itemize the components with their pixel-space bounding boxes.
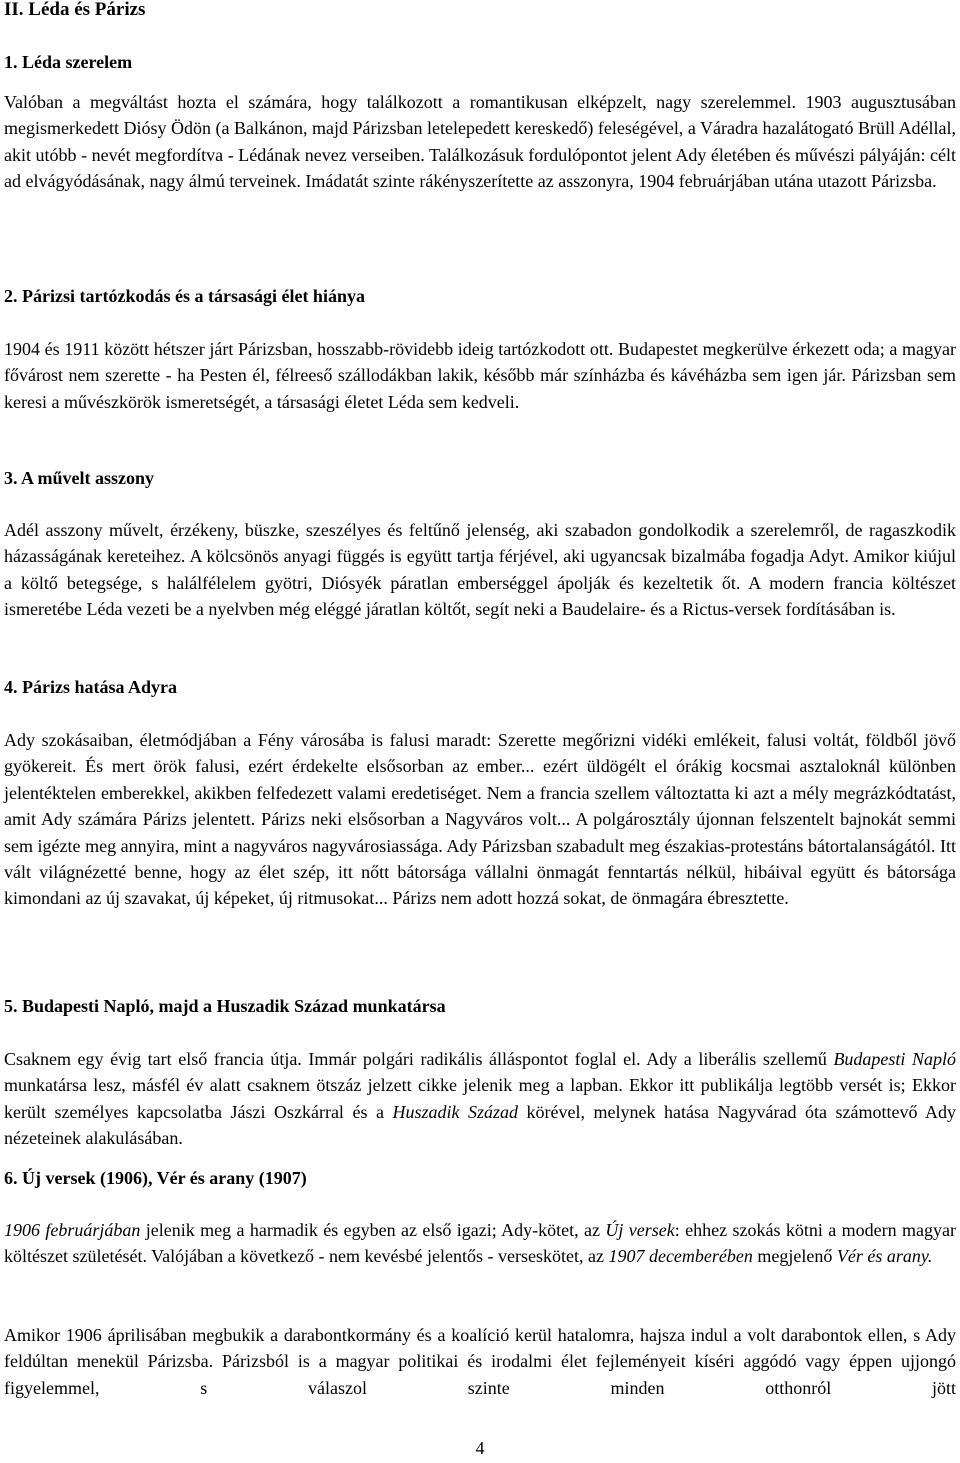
text-run: : ehhez szokás kötni a modern magyar költészet születését. Valójában a következő - nem kevésbé jelentős - verseskötet, az <box>4 1220 956 1267</box>
italic-run: Új versek <box>605 1220 675 1240</box>
section-heading-2: 2. Párizsi tartózkodás és a társasági élet hiánya <box>4 286 365 306</box>
italic-run: 1907 decemberében <box>608 1246 753 1267</box>
text-run: 1904 és 1911 között hétszer járt Párizsban, hosszabb-rövidebb ideig tartózkodott ott. Budapestet megkerülve érkezett oda; a magyar fővárost nem szerette - ha Pesten él, félreeső szállodákban lakik, később már színházba és kávéházba sem igen jár. Párizsban sem keresi a művészkörök ismeretségét, a társasági életet Léda sem kedveli. <box>4 339 956 412</box>
section-paragraph-4 <box>4 727 956 912</box>
text-run: körével, melynek hatása Nagyvárad óta számottevő Ady nézeteinek alakulásában. <box>4 1101 956 1149</box>
section-heading-1: 1. Léda szerelem <box>4 52 133 72</box>
section-heading-4: 4. Párizs hatása Adyra <box>4 677 177 697</box>
text-run: Adél asszony művelt, érzékeny, büszke, szeszélyes és feltűnő jelenség, aki szabadon gondolkodik a szerelemről, de ragaszkodik házasságának kereteihez. A kölcsönös anyagi függés is együtt tartja férjével, aki ugyancsak bizalmába fogadja Adyt. Amikor kiújul a költő betegsége, s halálfélelem gyötri, Diósyék páratlan emberséggel ápolják és kezeltetik őt. A modern francia költészet ismeretébe Léda vezeti be a nyelvben még eléggé járatlan költőt, segít neki a Baudelaire- és a Rictus-versek fordításában is. <box>4 520 956 620</box>
section-heading-3: 3. A művelt asszony <box>4 468 155 488</box>
section-heading-5: 5. Budapesti Napló, majd a Huszadik Század munkatársa <box>4 996 446 1016</box>
text-run: jelenik meg a harmadik és egyben az első igazi; Ady-kötet, az <box>140 1220 606 1240</box>
text-run: Csaknem egy évig tart első francia útja. Immár polgári radikális álláspontot foglal el. Ady a liberális szellemű <box>4 1049 834 1069</box>
italic-run: 1906 februárjában <box>4 1220 141 1240</box>
chapter-title: II. Léda és Párizs <box>4 0 146 20</box>
text-run: megjelenő <box>752 1246 837 1267</box>
section-paragraph-2 <box>4 336 956 415</box>
text-run: munkatársa lesz, másfél év alatt csaknem ötszáz jelzett cikke jelenik meg a lapban. Ekkor itt publikálja legtöbb versét is; Ekkor került személyes kapcsolatba Jászi Oszkárral és a <box>4 1075 956 1122</box>
section-paragraph-5 <box>4 1046 956 1152</box>
text-run: Amikor 1906 áprilisában megbukik a darabontkormány és a koalíció kerül hatalomra, hajsza indul a volt darabontok ellen, s Ady feldúltan menekül Párizsba. Párizsból is a magyar politikai és irodalmi élet fejleményeit kíséri aggódó vagy éppen ujjongó figyelemmel, s válaszol szinte minden otthonról jött <box>4 1325 956 1398</box>
italic-run: Budapesti Napló <box>833 1049 957 1069</box>
section-paragraph-6a <box>4 1217 956 1270</box>
section-paragraph-6b <box>4 1322 956 1401</box>
section-paragraph-3 <box>4 517 956 623</box>
text-run: Ady szokásaiban, életmódjában a Fény városába is falusi maradt: Szerette megőrizni vidéki emlékeit, falusi voltát, földből jövő gyökereit. És mert örök falusi, ezért érdekelte elsősorban az ember... ezért üldögélt el órákig kocsmai asztaloknál különben jelentéktelen emberekkel, akikben felfedezett valami eredetiséget. Nem a francia szellem változtatta ki azt a mély megrázkódtatást, amit Ady számára Párizs jelentett. Párizs neki elsősorban a Nagyváros volt... A polgárosztály újonnan felszentelt bajnokát semmi sem igézte meg annyira, mint a nagyváros nagyvárosiassága. Ady Párizsban szabadult meg északias-protestáns bátortalanságától. Itt vált világnézetté benne, hogy az élet szép, itt nőtt bátorsága vállalni önmagát fenntartás nélkül, hibáival együtt és bátorsága kimondani az új szavakat, új képeket, új ritmusokat... Párizs nem adott hozzá sokat, de önmagára ébresztette. <box>4 730 956 909</box>
italic-run: Vér és arany. <box>836 1246 933 1267</box>
section-heading-6: 6. Új versek (1906), Vér és arany (1907) <box>4 1168 307 1188</box>
page-number: 4 <box>475 1438 485 1458</box>
italic-run: Huszadik Század <box>392 1101 518 1122</box>
text-run: Valóban a megváltást hozta el számára, hogy találkozott a romantikusan elképzelt, nagy szerelemmel. 1903 augusztusában megismerkedett Diósy Ödön (a Balkánon, majd Párizsban letelepedett kereskedő) feleségével, a Váradra hazalátogató Brüll Adéllal, akit utóbb - nevét megfordítva - Lédának nevez verseiben. Találkozásuk fordulópontot jelent Ady életében és művészi pályáján: célt ad elvágyódásának, nagy álmú terveinek. Imádatát szinte rákényszerítette az asszonyra, 1904 februárjában utána utazott Párizsba. <box>4 92 956 192</box>
section-paragraph-1 <box>4 89 956 195</box>
